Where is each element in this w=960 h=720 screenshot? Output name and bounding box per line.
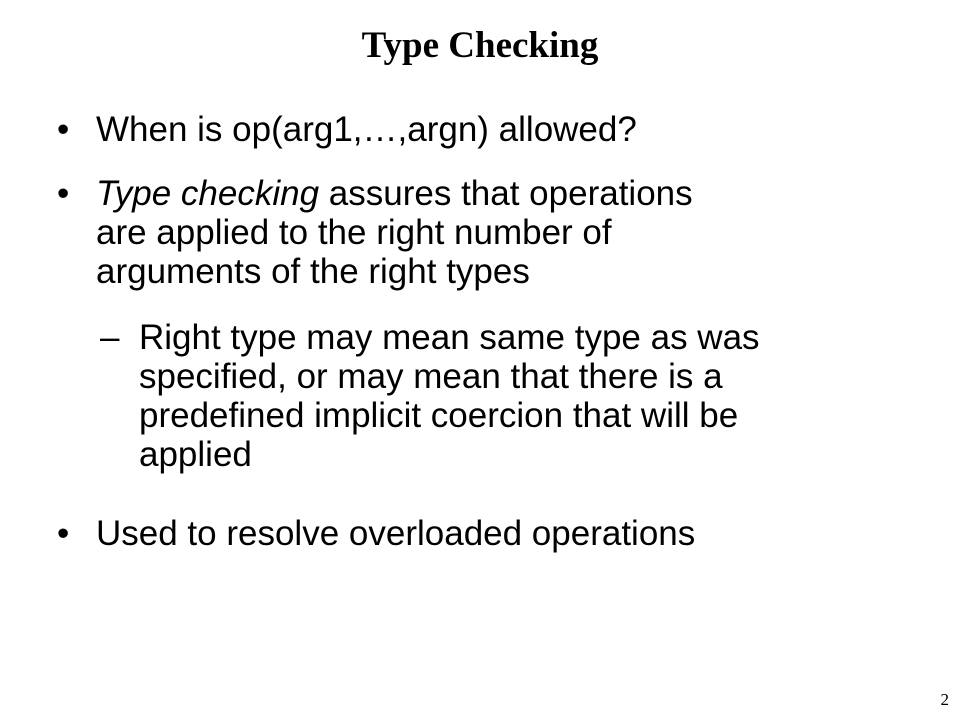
bullet-marker: •	[57, 110, 70, 149]
bullet-text	[96, 110, 896, 149]
sub-bullet-line: applied	[139, 435, 252, 474]
bullet-marker: •	[57, 514, 70, 553]
slide-title: Type Checking	[361, 25, 599, 66]
bullet-line: When is op(arg1,…,argn) allowed?	[96, 110, 637, 149]
sub-bullet-line: predefined implicit coercion that will be	[139, 396, 739, 435]
sub-bullet-text	[139, 318, 909, 474]
page-number: 2	[940, 690, 949, 709]
emphasis-text: Type checking	[96, 174, 320, 213]
bullet-line: are applied to the right number of	[96, 213, 612, 252]
bullet-marker: •	[57, 174, 70, 213]
bullet-text	[96, 174, 896, 291]
sub-bullet-line: specified, or may mean that there is a	[139, 357, 723, 396]
bullet-line-rest: assures that operations	[319, 174, 693, 213]
bullet-line: arguments of the right types	[96, 252, 530, 291]
sub-bullet-marker: –	[100, 318, 120, 357]
bullet-text	[96, 514, 896, 553]
sub-bullet-line: Right type may mean same type as was	[139, 318, 760, 357]
bullet-line: Used to resolve overloaded operations	[96, 514, 696, 553]
bullet-line	[96, 174, 896, 213]
